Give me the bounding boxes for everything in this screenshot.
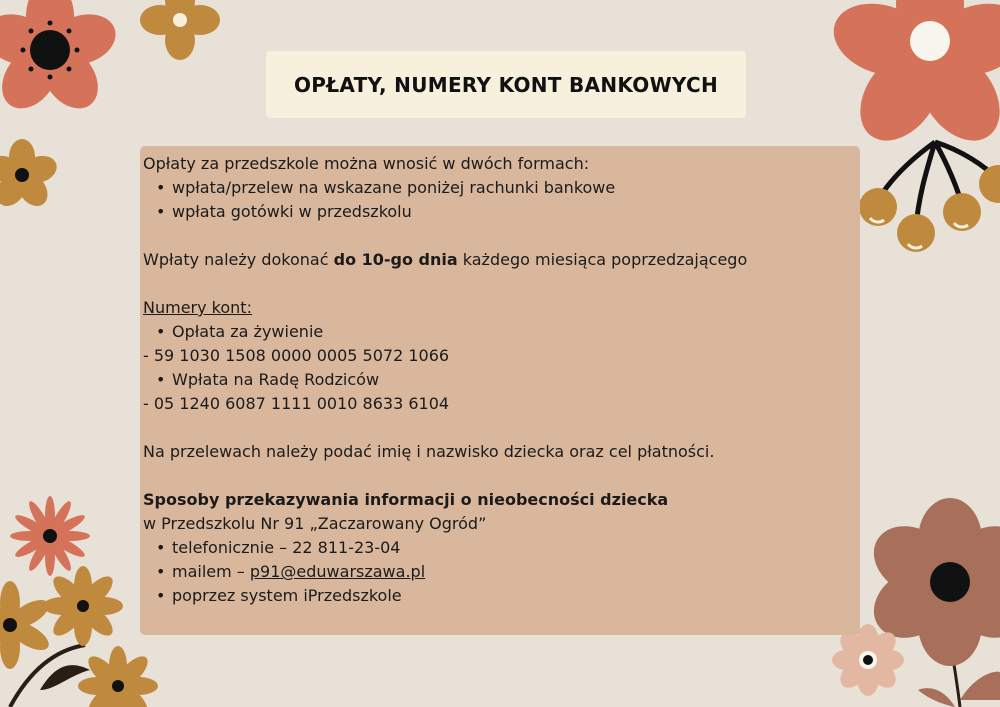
list-item: • wpłata/przelew na wskazane poniżej rachunki bankowe: [143, 176, 856, 200]
deadline-text: [143, 248, 856, 272]
deadline-prefix: Wpłaty należy dokonać: [143, 250, 334, 269]
ochre-flower-icon: [0, 139, 60, 212]
list-item: • telefonicznie – 22 811-23-04: [143, 536, 856, 560]
ochre-flower-icon: [140, 0, 220, 60]
deadline-highlight: do 10-go dnia: [333, 250, 458, 269]
orange-flower-icon: [824, 0, 1000, 156]
leaf-icon: [10, 645, 90, 707]
info-panel: [140, 146, 860, 635]
transfer-note: Na przelewach należy podać imię i nazwisko dziecka oraz cel płatności.: [143, 442, 715, 461]
account-label: • Wpłata na Radę Rodziców: [143, 368, 856, 392]
mail-prefix: mailem –: [172, 562, 250, 581]
account-label: • Opłata za żywienie: [143, 320, 856, 344]
list-item: [143, 560, 856, 584]
spiky-flower-icon: [10, 496, 90, 576]
absence-subheading: w Przedszkolu Nr 91 „Zaczarowany Ogród”: [143, 514, 487, 533]
list-item: • wpłata gotówki w przedszkolu: [143, 200, 856, 224]
email-link[interactable]: p91@eduwarszawa.pl: [249, 562, 426, 581]
ochre-flower-icon: [43, 566, 123, 646]
accounts-heading: Numery kont:: [143, 298, 252, 317]
berry-branch-icon: [859, 142, 1000, 252]
absence-heading: [143, 488, 856, 512]
absence-heading-text: Sposoby przekazywania informacji o nieobecności dziecka: [143, 490, 669, 509]
account-number: - 05 1240 6087 1111 0010 8633 6104: [143, 394, 450, 413]
deadline-suffix: każdego miesiąca poprzedzającego: [457, 250, 748, 269]
orange-flower-icon: [0, 0, 122, 119]
ochre-flower-icon: [0, 581, 53, 669]
intro-text: Opłaty za przedszkole można wnosić w dwóch formach:: [143, 154, 590, 173]
page-title: OPŁATY, NUMERY KONT BANKOWYCH: [266, 51, 746, 118]
account-number: - 59 1030 1508 0000 0005 5072 1066: [143, 346, 450, 365]
list-item: • poprzez system iPrzedszkole: [143, 584, 856, 608]
ochre-flower-icon: [78, 646, 158, 707]
